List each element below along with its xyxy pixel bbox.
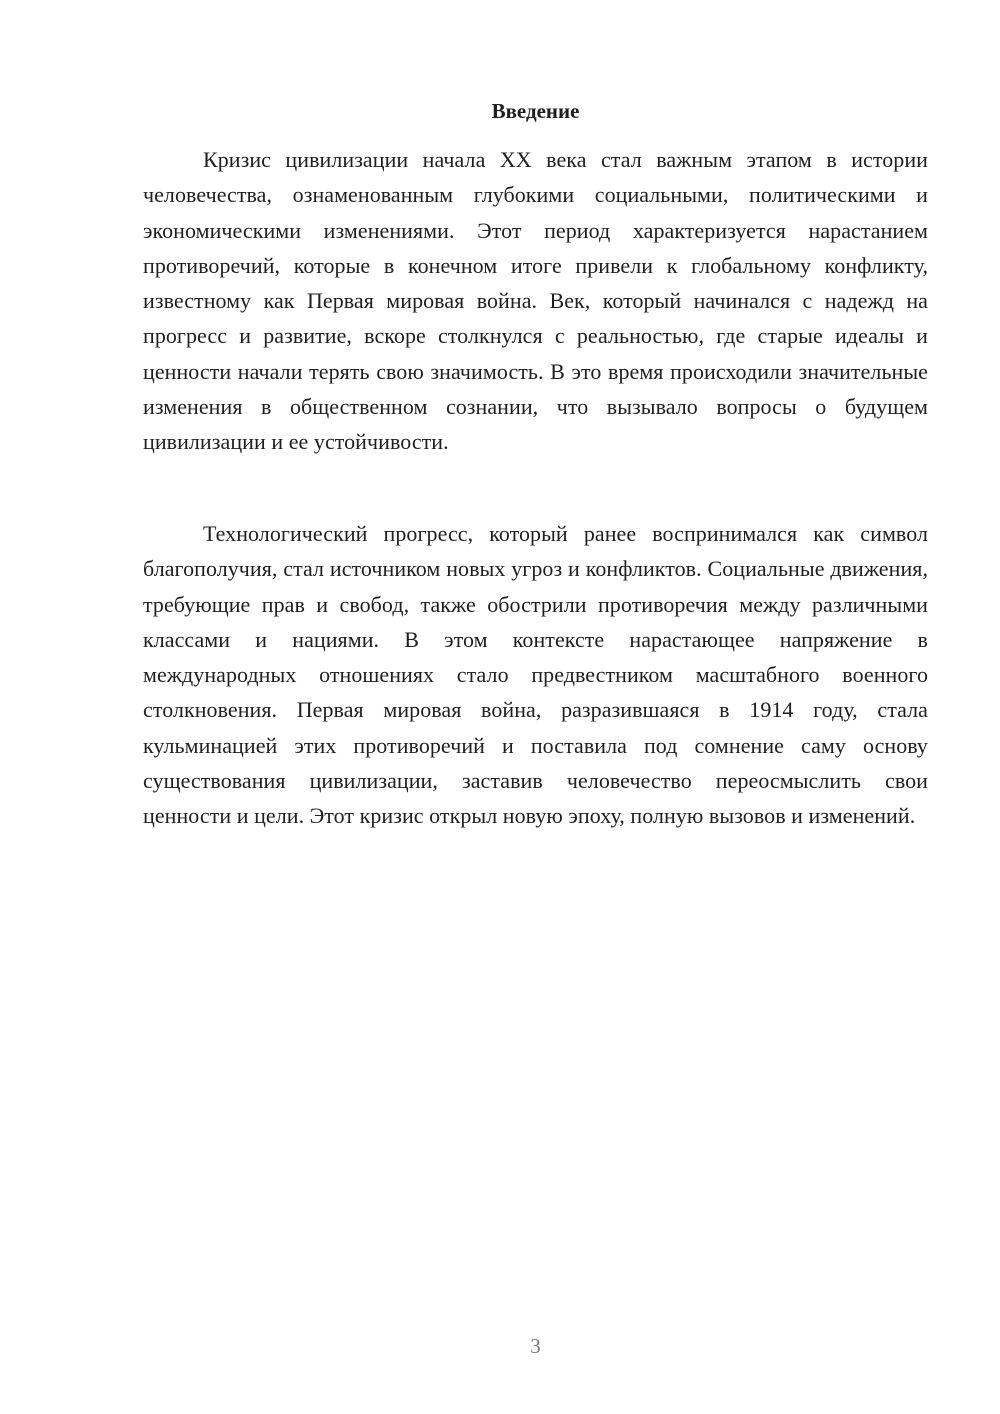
page-number: 3 [530,1334,541,1358]
page-title: Введение [491,99,580,123]
paragraph-2: Технологический прогресс, который ранее воспринимался как символ благополучия, стал источником новых угроз и конфликтов. Социальные движения, требующие прав и свобод, также обострили противоречия между различными классами и нациями. В этом контексте нарастающее напряжение в международных отношениях стало предвестником масштабного военного столкновения. Первая мировая война, разразившаяся в 1914 году, стала кульминацией этих противоречий и поставила под сомнение саму основу существования цивилизации, заставив человечество переосмыслить свои ценности и цели. Этот кризис открыл новую эпоху, полную вызовов и изменений. [143,521,928,829]
paragraph-1: Кризис цивилизации начала XX века стал важным этапом в истории человечества, ознаменованным глубокими социальными, политическими и экономическими изменениями. Этот период характеризуется нарастанием противоречий, которые в конечном итоге привели к глобальному конфликту, известному как Первая мировая война. Век, который начинался с надежд на прогресс и развитие, вскоре столкнулся с реальностью, где старые идеалы и ценности начали терять свою значимость. В это время происходили значительные изменения в общественном сознании, что вызывало вопросы о будущем цивилизации и ее устойчивости. [143,147,928,455]
